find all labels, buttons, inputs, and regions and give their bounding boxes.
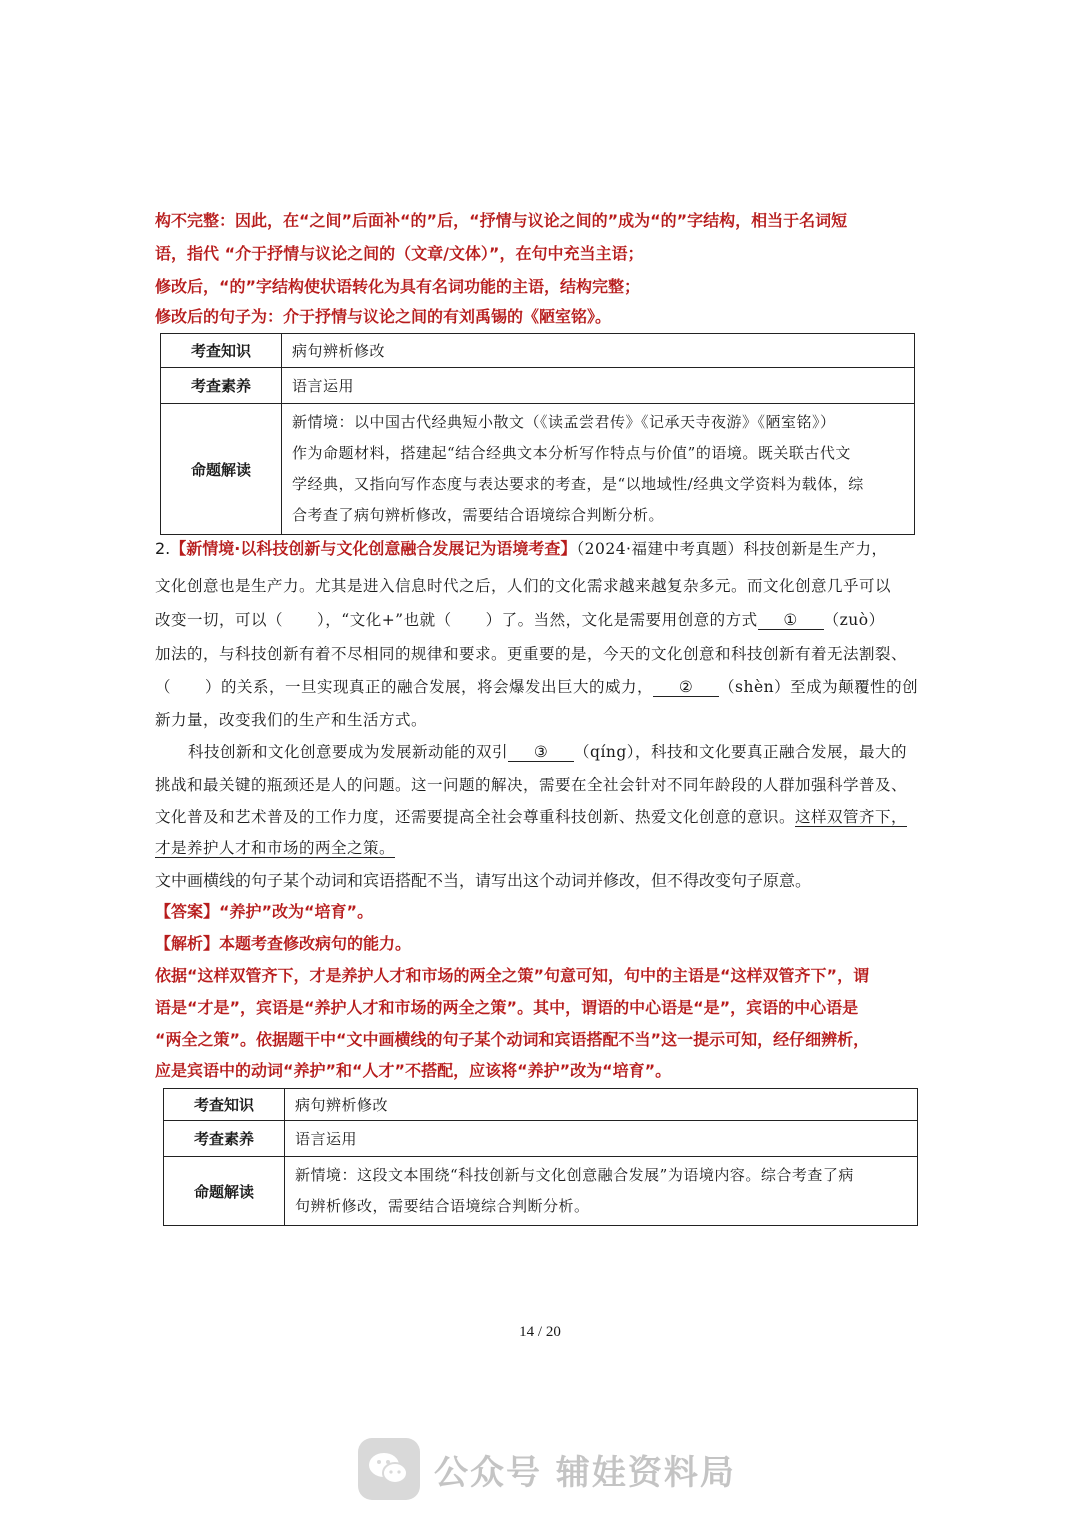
cell-line: 学经典，又指向写作态度与表达要求的考查，是“以地域性/经典文学资料为载体，综 bbox=[292, 475, 864, 493]
passage-line bbox=[155, 836, 395, 858]
cell-line: 句辨析修改，需要结合语境综合判断分析。 bbox=[295, 1197, 590, 1215]
blank-2: ② bbox=[653, 678, 719, 697]
underlined-sentence: 才是养护人才和市场的两全之策。 bbox=[155, 839, 396, 857]
pinyin-3: （qíng），科技和文化要真正融合发展，最大的 bbox=[574, 743, 908, 761]
table-cell: 语言运用 bbox=[285, 1121, 918, 1157]
passage-line bbox=[188, 740, 907, 762]
info-table-1 bbox=[160, 333, 915, 535]
info-table-2 bbox=[163, 1088, 918, 1226]
passage-line: 新力量，改变我们的生产和生活方式。 bbox=[155, 711, 428, 729]
passage-text: ），“文化+”也就（ bbox=[317, 611, 452, 629]
table-cell: 病句辨析修改 bbox=[285, 1089, 918, 1121]
watermark bbox=[358, 1438, 736, 1500]
table-head: 考查素养 bbox=[161, 368, 282, 404]
table-row bbox=[161, 368, 915, 404]
passage-text: 文化普及和艺术普及的工作力度，还需要提高全社会尊重科技创新、热爱文化创意的意识。 bbox=[155, 808, 796, 826]
passage-line: 挑战和最关键的瓶颈还是人的问题。这一问题的解决，需要在全社会针对不同年龄段的人群加强科学普及、 bbox=[155, 776, 908, 794]
wechat-icon bbox=[358, 1438, 420, 1500]
table-head: 考查知识 bbox=[164, 1089, 285, 1121]
cell-line: 新情境：以中国古代经典短小散文（《读孟尝君传》《记承天寺夜游》《陋室铭》） bbox=[292, 413, 836, 431]
analysis-line: “两全之策”。依据题干中“文中画横线的句子某个动词和宾语搭配不当”这一提示可知，经仔细辨析， bbox=[155, 1030, 870, 1049]
passage-line bbox=[155, 608, 885, 630]
passage-line bbox=[155, 675, 918, 697]
table-cell: 语言运用 bbox=[282, 368, 915, 404]
intro-line-3: 修改后，“的”字结构使状语转化为具有名词功能的主语，结构完整； bbox=[155, 277, 641, 296]
intro-line-2: 语，指代 “介于抒情与议论之间的（文章/文体）”，在句中充当主语； bbox=[155, 244, 644, 263]
passage-line bbox=[155, 805, 907, 827]
passage-line: 加法的，与科技创新有着不尽相同的规律和要求。更重要的是，今天的文化创意和科技创新有着无法割裂、 bbox=[155, 645, 908, 663]
cell-line: 合考查了病句辨析修改，需要结合语境综合判断分析。 bbox=[292, 506, 665, 524]
passage-text: 科技创新和文化创意要成为发展新动能的双引 bbox=[188, 743, 509, 761]
answer: 【答案】“养护”改为“培育”。 bbox=[155, 902, 374, 921]
passage-text: （ bbox=[155, 678, 172, 696]
table-head: 考查知识 bbox=[161, 334, 282, 368]
analysis-line: 应是宾语中的动词“养护”和“人才”不搭配，应该将“养护”改为“培育”。 bbox=[155, 1061, 672, 1080]
passage-text: 科技创新是生产力， bbox=[743, 540, 888, 558]
passage-line: 文化创意也是生产力。尤其是进入信息时代之后，人们的文化需求越来越复杂多元。而文化创意几乎可以 bbox=[155, 577, 892, 595]
intro-line-1: 构不完整：因此，在“之间”后面补“的”后，“抒情与议论之间的”成为“的”字结构，相当于名词短 bbox=[155, 211, 848, 230]
analysis-line: 语是“才是”，宾语是“养护人才和市场的两全之策”。其中，谓语的中心语是“是”，宾语的中心语是 bbox=[155, 998, 859, 1017]
cell-line: 新情境：这段文本围绕“科技创新与文化创意融合发展”为语境内容。综合考查了病 bbox=[295, 1166, 854, 1184]
blank-1: ① bbox=[758, 611, 824, 630]
watermark-text: 公众号 辅娃资料局 bbox=[434, 1452, 736, 1493]
question-tag: 【新情境·以科技创新与文化创意融合发展记为语境考查】 bbox=[170, 539, 577, 558]
table-cell bbox=[285, 1157, 918, 1226]
question-number: 2. bbox=[155, 539, 171, 558]
analysis-title: 【解析】本题考查修改病句的能力。 bbox=[155, 934, 412, 953]
table-row bbox=[164, 1157, 918, 1226]
page-number: 14 / 20 bbox=[519, 1324, 561, 1340]
table-row bbox=[164, 1089, 918, 1121]
underlined-sentence: 这样双管齐下， bbox=[795, 808, 908, 826]
table-cell: 病句辨析修改 bbox=[282, 334, 915, 368]
question-prompt: 文中画横线的句子某个动词和宾语搭配不当，请写出这个动词并修改，但不得改变句子原意。 bbox=[155, 871, 812, 890]
analysis-line: 依据“这样双管齐下，才是养护人才和市场的两全之策”句意可知，句中的主语是“这样双管齐下”，谓 bbox=[155, 966, 870, 985]
table-cell bbox=[282, 404, 915, 535]
question-2-header bbox=[155, 536, 888, 559]
cell-line: 作为命题材料，搭建起“结合经典文本分析写作特点与价值”的语境。既关联古代文 bbox=[292, 444, 851, 462]
table-head: 命题解读 bbox=[164, 1157, 285, 1226]
intro-line-4: 修改后的句子为：介于抒情与议论之间的有刘禹锡的《陋室铭》。 bbox=[155, 307, 612, 326]
table-head: 考查素养 bbox=[164, 1121, 285, 1157]
blank-3: ③ bbox=[508, 743, 574, 762]
table-head: 命题解读 bbox=[161, 404, 282, 535]
table-row bbox=[164, 1121, 918, 1157]
passage-text: 改变一切，可以（ bbox=[155, 611, 284, 629]
passage-text: ）了。当然，文化是需要用创意的方式 bbox=[485, 611, 758, 629]
question-source: （2024·福建中考真题） bbox=[576, 540, 744, 558]
passage-text: ）的关系，一旦实现真正的融合发展，将会爆发出巨大的威力， bbox=[205, 678, 654, 696]
pinyin-1: （zuò） bbox=[823, 611, 885, 629]
pinyin-2: （shèn）至成为颠覆性的创 bbox=[719, 678, 919, 696]
table-row bbox=[161, 334, 915, 368]
table-row bbox=[161, 404, 915, 535]
